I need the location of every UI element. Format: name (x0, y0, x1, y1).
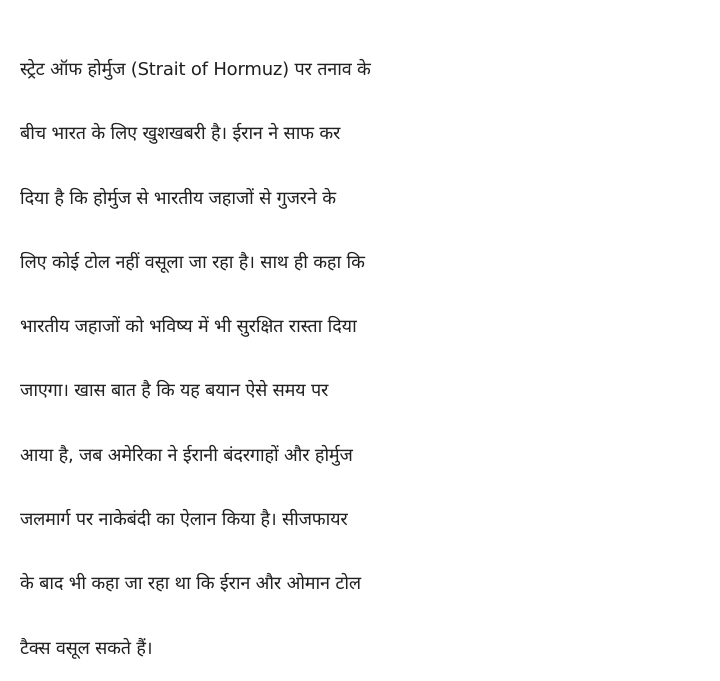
text-line: स्ट्रेट ऑफ होर्मुज (Strait of Hormuz) पर तनाव के (20, 59, 371, 80)
text-line: टैक्स वसूल सकते हैं। (20, 637, 153, 659)
text-line: जाएगा। खास बात है कि यह बयान ऐसे समय पर (20, 380, 329, 402)
text-line: जलमार्ग पर नाकेबंदी का ऐलान किया है। सीजफायर (20, 509, 348, 531)
text-line: भारतीय जहाजों को भविष्य में भी सुरक्षित रास्ता दिया (20, 316, 357, 338)
text-line: दिया है कि होर्मुज से भारतीय जहाजों से गुजरने के (20, 187, 336, 209)
text-line: आया है, जब अमेरिका ने ईरानी बंदरगाहों और होर्मुज (20, 444, 353, 466)
text-line: लिए कोई टोल नहीं वसूला जा रहा है। साथ ही कहा कि (20, 251, 365, 273)
text-line: बीच भारत के लिए खुशखबरी है। ईरान ने साफ कर (20, 123, 341, 145)
text-line: के बाद भी कहा जा रहा था कि ईरान और ओमान टोल (20, 573, 361, 595)
article-text (20, 38, 710, 681)
